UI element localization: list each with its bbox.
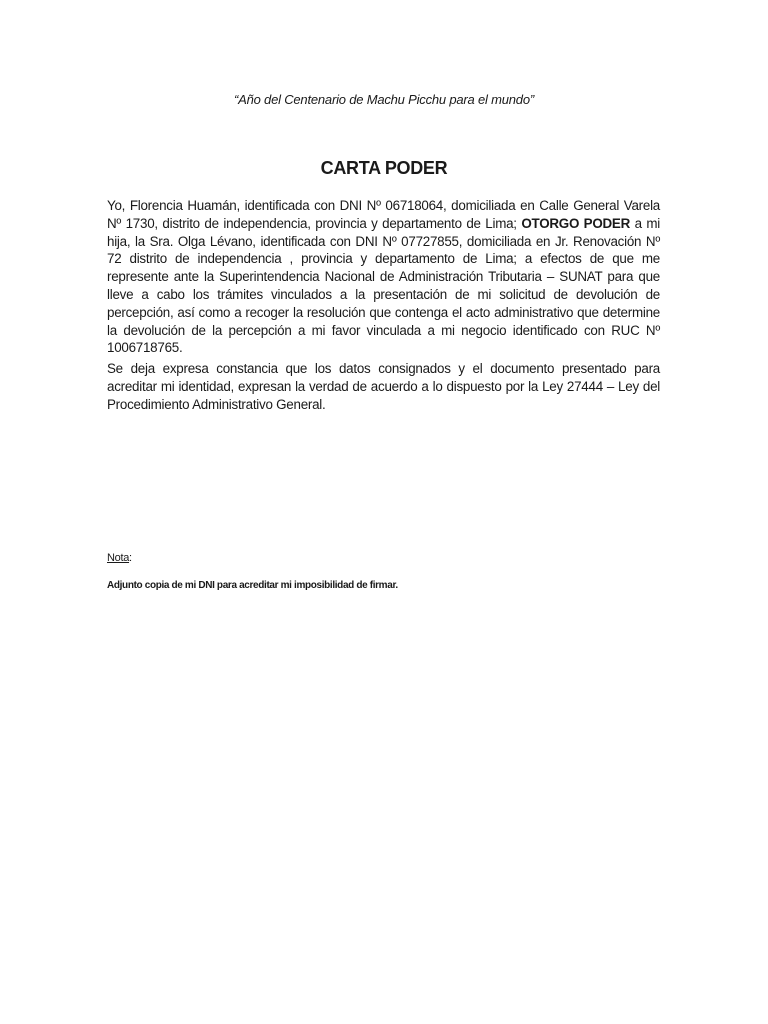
document-title: CARTA PODER — [320, 158, 448, 178]
otorgo-poder-text: OTORGO PODER — [521, 215, 631, 231]
body-paragraph-2: Se deja expresa constancia que los datos consignados y el documento presentado para acreditar mi identidad, expresan la verdad de acuerdo a lo dispuesto por la Ley 27444 – Ley del Procedimiento Administrativo General. — [107, 361, 660, 412]
note-heading — [107, 552, 132, 564]
paragraph-1-text-a: Yo, Florencia Huamán, identificada con DNI Nº 06718064, domiciliada en Calle General Varela Nº 1730, distrito de independencia, provincia y departamento de Lima; — [107, 198, 660, 231]
body-paragraph-1 — [107, 197, 660, 357]
note-colon: : — [129, 552, 132, 564]
note-label: Nota — [107, 552, 130, 564]
paragraph-1-text-b: a mi hija, la Sra. Olga Lévano, identificada con DNI Nº 07727855, domiciliada en Jr. Renovación Nº 72 distrito de independencia , provincia y departamento de Lima; a efectos de que me represente ante la Superintendencia Nacional de Administración Tributaria – SUNAT para que lleve a cabo los trámites vinculados a la presentación de mi solicitud de devolución de percepción, así como a recoger la resolución que contenga el acto administrativo que determine la devolución de la percepción a mi favor vinculada a mi negocio identificado con RUC Nº 1006718765. — [107, 215, 660, 356]
note-text: Adjunto copia de mi DNI para acreditar mi imposibilidad de firmar. — [107, 580, 398, 591]
document-motto: “Año del Centenario de Machu Picchu para el mundo” — [233, 92, 534, 107]
